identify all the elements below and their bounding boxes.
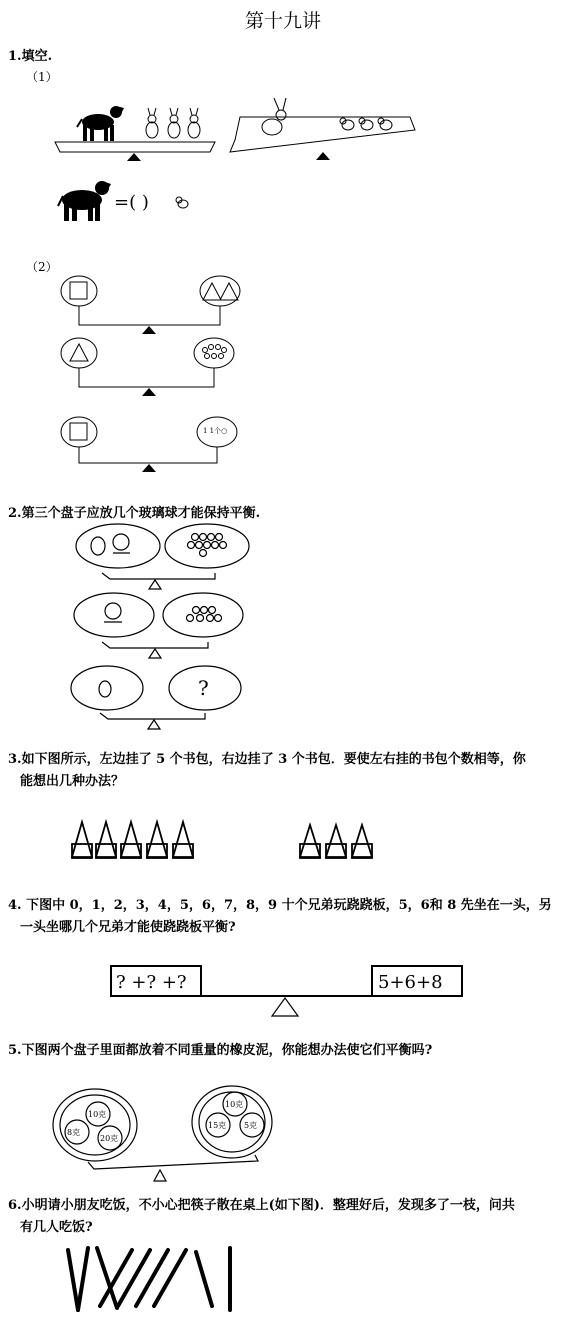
question-2-label: 2.第三个盘子应放几个玻璃球才能保持平衡. — [8, 506, 261, 521]
clay-right-3: 5克 — [244, 1121, 258, 1130]
question-3-label-line-2: 能想出几种办法？ — [20, 774, 125, 789]
balance-pear-peach-balls — [76, 524, 249, 589]
seesaw-left-box: ? +? +? — [116, 972, 187, 993]
chick-icon — [176, 197, 188, 208]
question-1-label: 1.填空. — [8, 49, 53, 64]
balance-dog-rabbits — [55, 106, 215, 161]
question-6-label-line-2: 有几人吃饭? — [20, 1220, 93, 1235]
equation-blank: =( ) — [114, 192, 149, 213]
left-bags — [72, 822, 193, 858]
question-3-label-line-1: 3.如下图所示，左边挂了 5 个书包，右边挂了 3 个书包．要使左右挂的书包个数相等，你 — [8, 752, 526, 767]
question-1-part-2-label: （2） — [26, 260, 58, 274]
question-6-label-line-1: 6.小明请小朋友吃饭，不小心把筷子散在桌上(如下图)．整理好后，发现多了一枝，问共 — [8, 1198, 515, 1213]
right-bags — [300, 825, 372, 858]
clay-left-1: 10克 — [88, 1110, 107, 1119]
question-1-part-1-label: （1） — [26, 70, 58, 84]
chick-icon — [340, 118, 392, 130]
unknown-quantity: ? — [198, 676, 209, 700]
clay-left-2: 8克 — [67, 1128, 81, 1137]
balance-peach-balls — [74, 593, 243, 658]
balance-triangle-circles — [61, 338, 234, 396]
balance-square-triangles — [61, 276, 240, 334]
clay-left-3: 20克 — [100, 1134, 119, 1143]
balance-rabbit-chicks — [230, 98, 415, 160]
dog-icon — [77, 106, 124, 141]
plate-hint: 1 1个○ — [203, 427, 228, 435]
question-4-label-line-2: 一头坐哪几个兄弟才能使跷跷板平衡? — [20, 920, 236, 935]
question-5-label: 5.下图两个盘子里面都放着不同重量的橡皮泥，你能想办法使它们平衡吗? — [8, 1043, 433, 1058]
balance-pear-unknown — [71, 666, 241, 729]
page-title: 第十九讲 — [244, 10, 321, 32]
scattered-chopsticks — [68, 1248, 230, 1310]
clay-right-2: 15克 — [208, 1121, 227, 1130]
seesaw-right-box: 5+6+8 — [378, 972, 443, 993]
dog-icon — [58, 181, 111, 221]
clay-right-1: 10克 — [225, 1100, 244, 1109]
rabbit-icon — [146, 108, 200, 138]
question-4-label-line-1: 4. 下图中 0，1，2，3，4，5，6，7，8，9 十个兄弟玩跷跷板，5，6和 8 先坐在一头，另 — [8, 898, 552, 913]
